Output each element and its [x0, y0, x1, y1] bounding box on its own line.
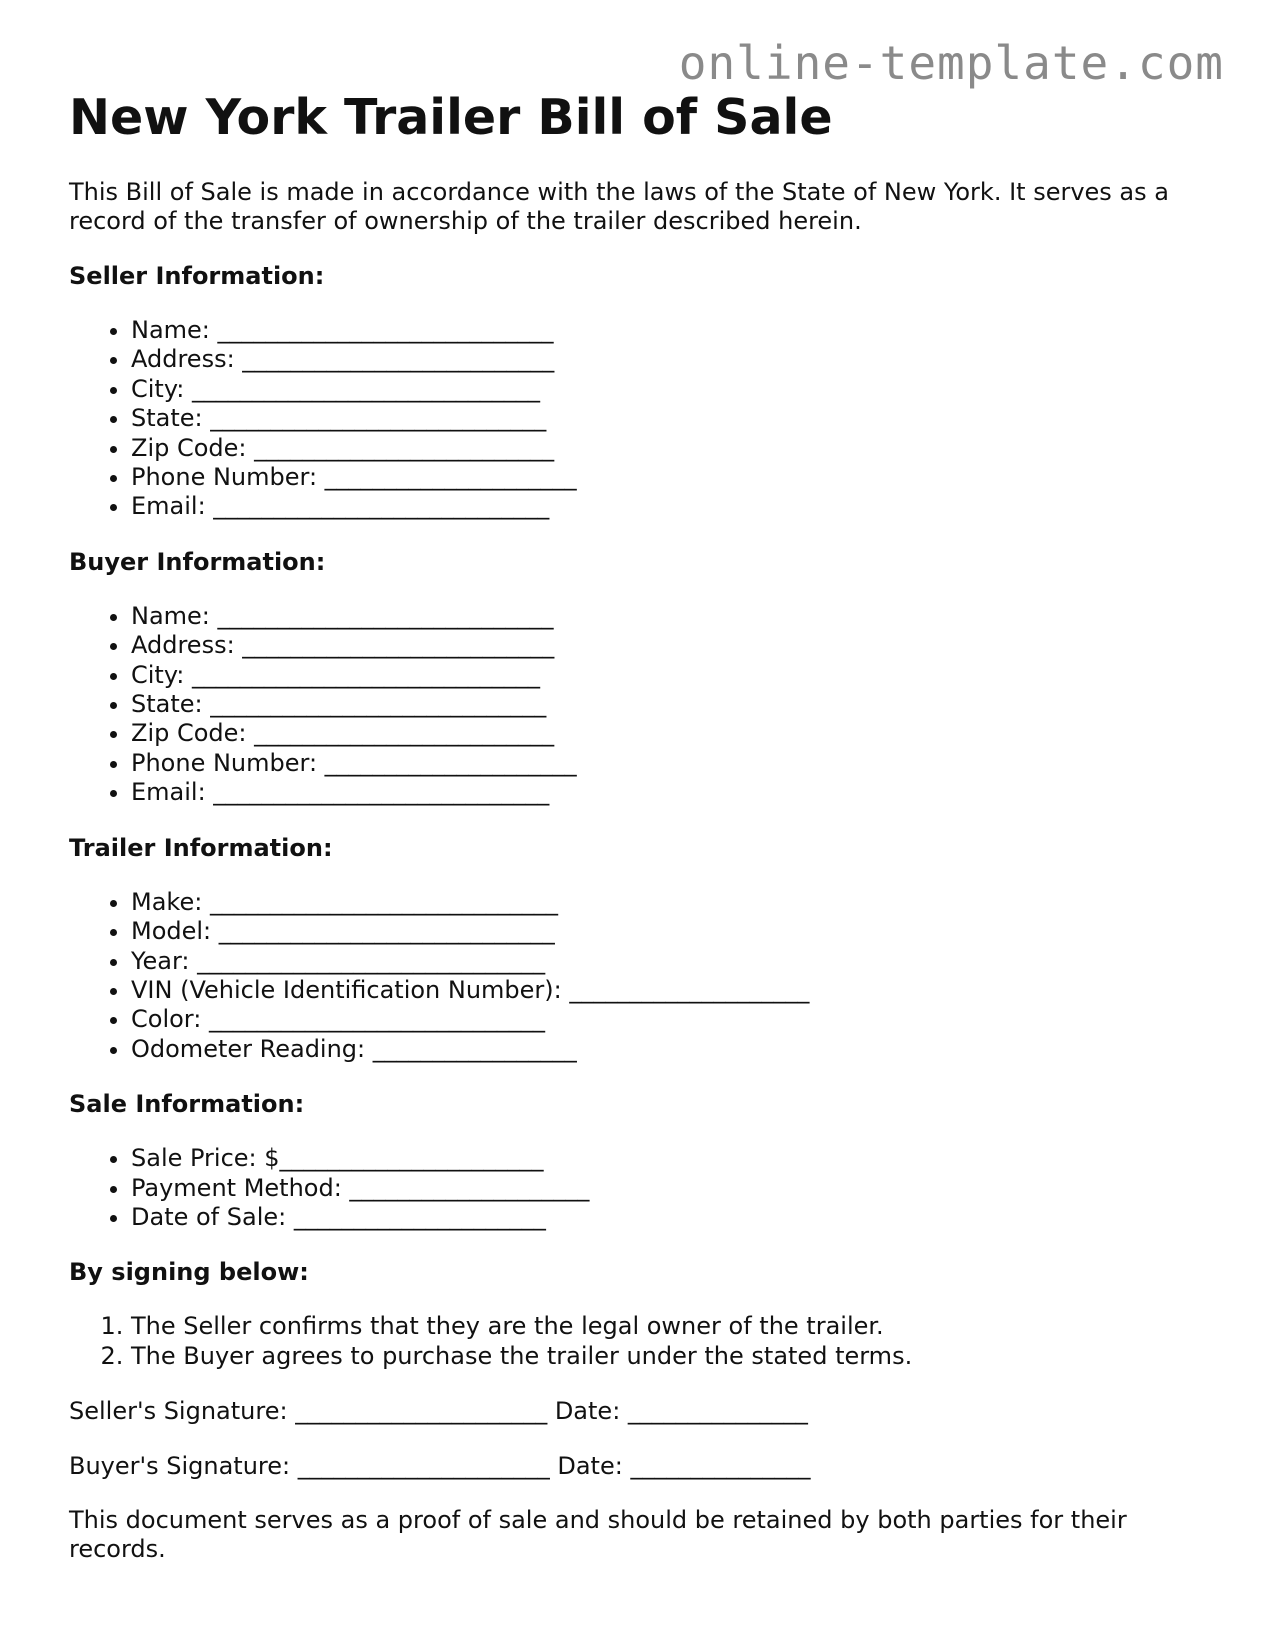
buyer-field-list [69, 602, 1209, 808]
page-title: New York Trailer Bill of Sale [69, 89, 833, 146]
buyer-state-field[interactable]: • State: ____________________________ [131, 690, 1209, 719]
buyer-agreement-item: 2. The Buyer agrees to purchase the trailer under the stated terms. [131, 1342, 1209, 1371]
payment-method-field[interactable]: • Payment Method: ____________________ [131, 1174, 1209, 1203]
sale-price-field[interactable]: • Sale Price: $______________________ [131, 1144, 1209, 1173]
seller-city-field[interactable]: • City: _____________________________ [131, 375, 1209, 404]
intro-paragraph: This Bill of Sale is made in accordance with the laws of the State of New York. It serves as a record of the transfer of ownership of the trailer described herein. [69, 178, 1169, 235]
seller-signature-line[interactable]: Seller's Signature: _____________________ Date: _______________ [69, 1397, 808, 1426]
buyer-email-field[interactable]: • Email: ____________________________ [131, 778, 1209, 807]
watermark: online-template.com [678, 36, 1224, 90]
buyer-address-field[interactable]: • Address: __________________________ [131, 631, 1209, 660]
date-of-sale-field[interactable]: • Date of Sale: _____________________ [131, 1203, 1209, 1232]
trailer-odometer-field[interactable]: • Odometer Reading: _________________ [131, 1035, 1209, 1064]
seller-address-field[interactable]: • Address: __________________________ [131, 345, 1209, 374]
seller-confirmation-item: 1. The Seller confirms that they are the legal owner of the trailer. [131, 1312, 1209, 1341]
closing-paragraph: This document serves as a proof of sale and should be retained by both parties for their records. [69, 1506, 1127, 1564]
trailer-field-list [69, 888, 1209, 1064]
seller-zip-field[interactable]: • Zip Code: _________________________ [131, 434, 1209, 463]
seller-email-field[interactable]: • Email: ____________________________ [131, 492, 1209, 521]
trailer-year-field[interactable]: • Year: _____________________________ [131, 947, 1209, 976]
trailer-model-field[interactable]: • Model: ____________________________ [131, 917, 1209, 946]
buyer-name-field[interactable]: • Name: ____________________________ [131, 602, 1209, 631]
buyer-phone-field[interactable]: • Phone Number: _____________________ [131, 749, 1209, 778]
trailer-vin-field[interactable]: • VIN (Vehicle Identification Number): ____________________ [131, 976, 1209, 1005]
buyer-zip-field[interactable]: • Zip Code: _________________________ [131, 719, 1209, 748]
seller-field-list [69, 316, 1209, 522]
seller-heading: Seller Information: [69, 262, 325, 290]
sale-heading: Sale Information: [69, 1090, 305, 1119]
buyer-signature-line[interactable]: Buyer's Signature: _____________________ Date: _______________ [69, 1452, 811, 1481]
buyer-heading: Buyer Information: [69, 547, 326, 576]
signing-terms-list [69, 1312, 1209, 1371]
sale-field-list [69, 1144, 1209, 1232]
buyer-city-field[interactable]: • City: _____________________________ [131, 661, 1209, 690]
trailer-color-field[interactable]: • Color: ____________________________ [131, 1005, 1209, 1034]
trailer-heading: Trailer Information: [69, 833, 333, 862]
document-body [69, 88, 1209, 1564]
seller-name-field[interactable]: • Name: ____________________________ [131, 316, 1209, 345]
seller-phone-field[interactable]: • Phone Number: _____________________ [131, 463, 1209, 492]
signing-heading: By signing below: [69, 1258, 309, 1287]
trailer-make-field[interactable]: • Make: _____________________________ [131, 888, 1209, 917]
seller-state-field[interactable]: • State: ____________________________ [131, 404, 1209, 433]
